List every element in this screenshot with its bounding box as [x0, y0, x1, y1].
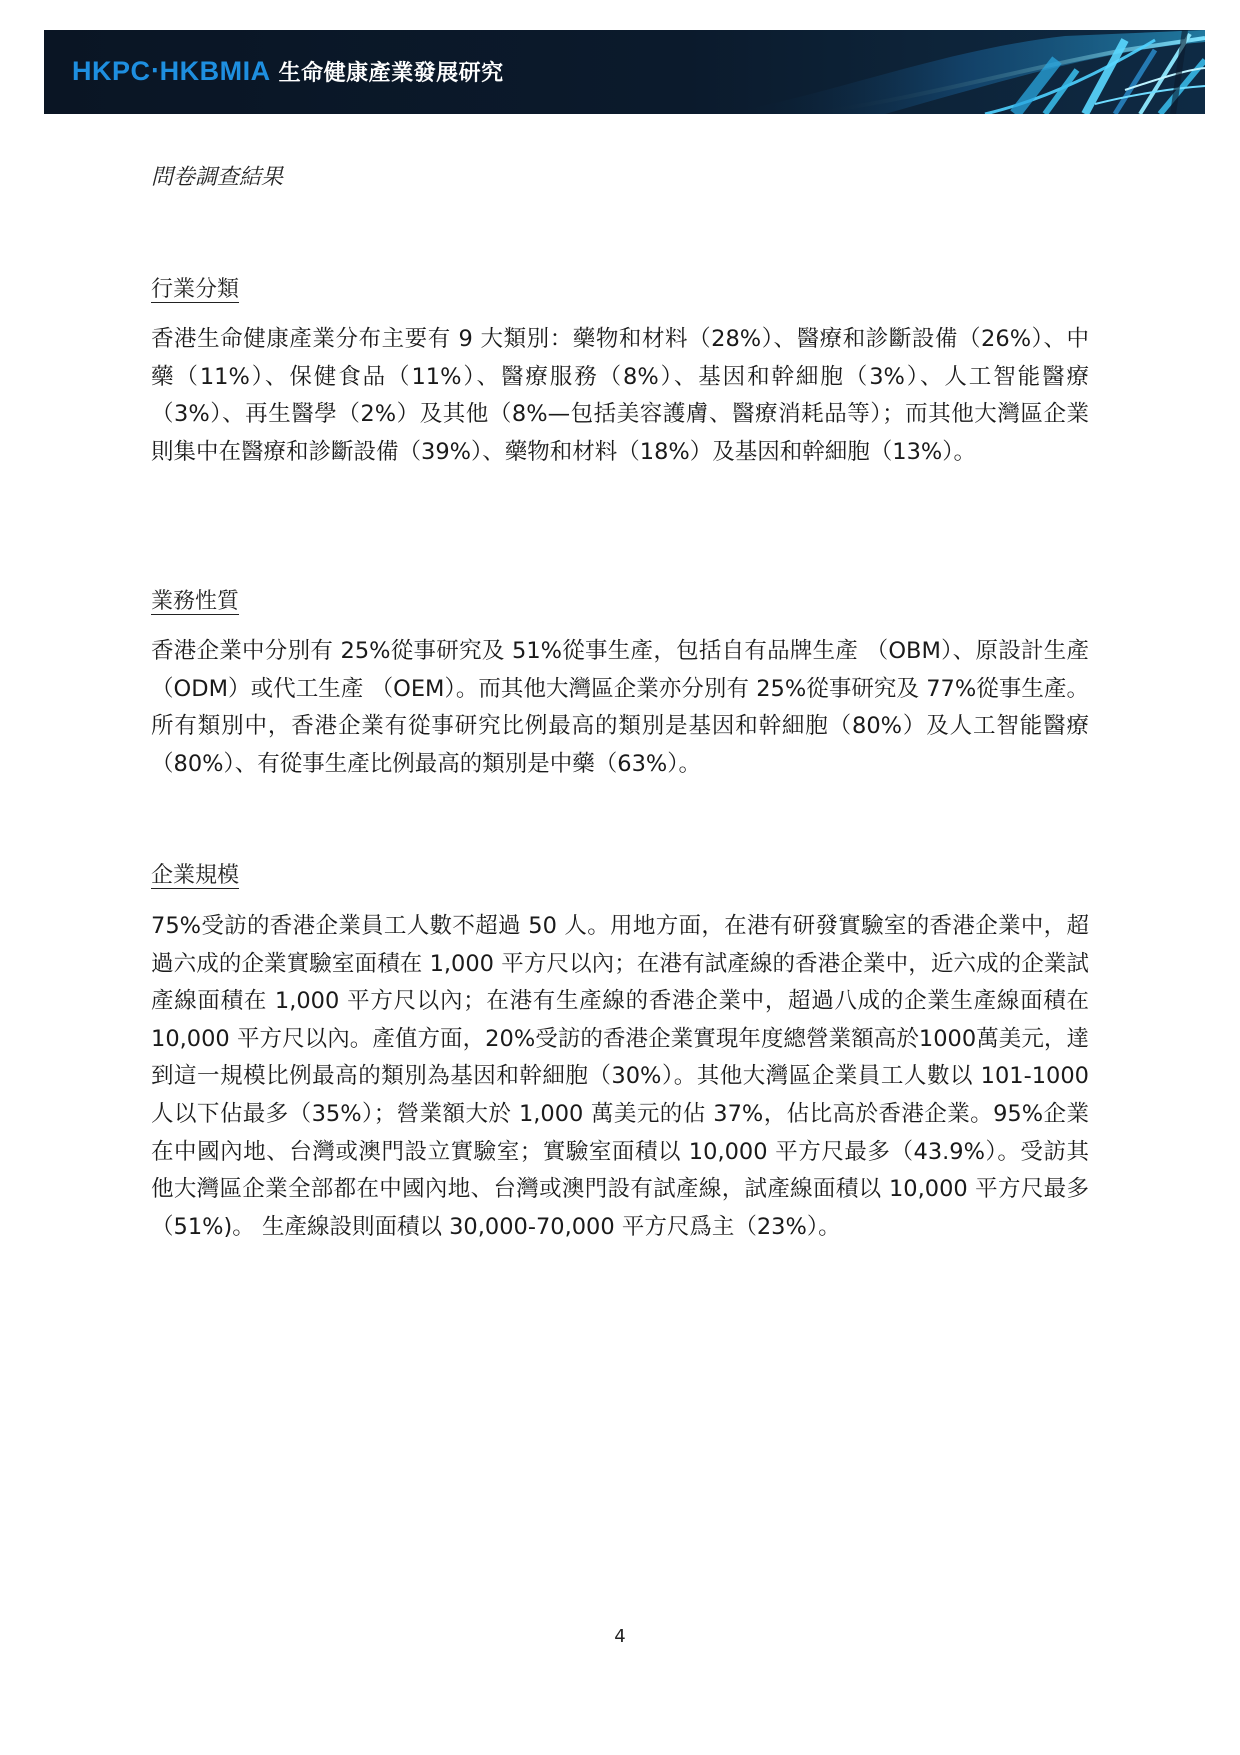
section-body-scale: 75%受訪的香港企業員工人數不超過 50 人。用地方面，在港有研發實驗室的香港企業中，超過六成的企業實驗室面積在 1,000 平方尺以內；在港有試產線的香港企業中，近六成的企業試產線面積在 1,000 平方尺以內；在港有生產線的香港企業中，超過八成的企業生產線面積在 10,000 平方尺以內。產值方面，20%受訪的香港企業實現年度總營業額高於1000萬美元，達到這一規模比例最高的類別為基因和幹細胞（30%）。其他大灣區企業員工人數以 101-1000 人以下佔最多（35%）；營業額大於 1,000 萬美元的佔 37%，佔比高於香港企業。95%企業在中國內地、台灣或澳門設立實驗室；實驗室面積以 10,000 平方尺最多（43.9%）。受訪其他大灣區企業全部都在中國內地、台灣或澳門設有試產線，試產線面積以 10,000 平方尺最多（51%)。 生產線設則面積以 30,000-70,000 平方尺爲主（23%）。 — [151, 913, 1089, 1240]
header-banner — [44, 30, 1205, 114]
document-label: 問卷調查結果 — [151, 165, 284, 190]
dna-helix-graphic — [685, 30, 1205, 114]
section-heading-business: 業務性質 — [151, 589, 240, 614]
brand-name: HKPC‧HKBMIA — [72, 56, 271, 86]
banner-title — [72, 56, 504, 87]
report-subtitle: 生命健康產業發展研究 — [278, 61, 504, 86]
section-heading-industry: 行業分類 — [151, 277, 240, 302]
section-heading-scale: 企業規模 — [151, 863, 240, 888]
page-number: 4 — [614, 1626, 626, 1647]
section-body-industry: 香港生命健康產業分布主要有 9 大類別：藥物和材料（28%）、醫療和診斷設備（26%）、中藥（11%）、保健食品（11%）、醫療服務（8%）、基因和幹細胞（3%）、人工智能醫療（3%）、再生醫學（2%）及其他（8%—包括美容護膚、醫療消耗品等）；而其他大灣區企業則集中在醫療和診斷設備（39%）、藥物和材料（18%）及基因和幹細胞（13%）。 — [151, 326, 1089, 465]
section-body-business: 香港企業中分別有 25%從事研究及 51%從事生產，包括自有品牌生產 （OBM）、原設計生產 （ODM）或代工生產 （OEM）。而其他大灣區企業亦分別有 25%從事研究及 77%從事生產。所有類別中，香港企業有從事研究比例最高的類別是基因和幹細胞（80%）及人工智能醫療（80%）、有從事生產比例最高的類別是中藥（63%）。 — [151, 638, 1089, 777]
